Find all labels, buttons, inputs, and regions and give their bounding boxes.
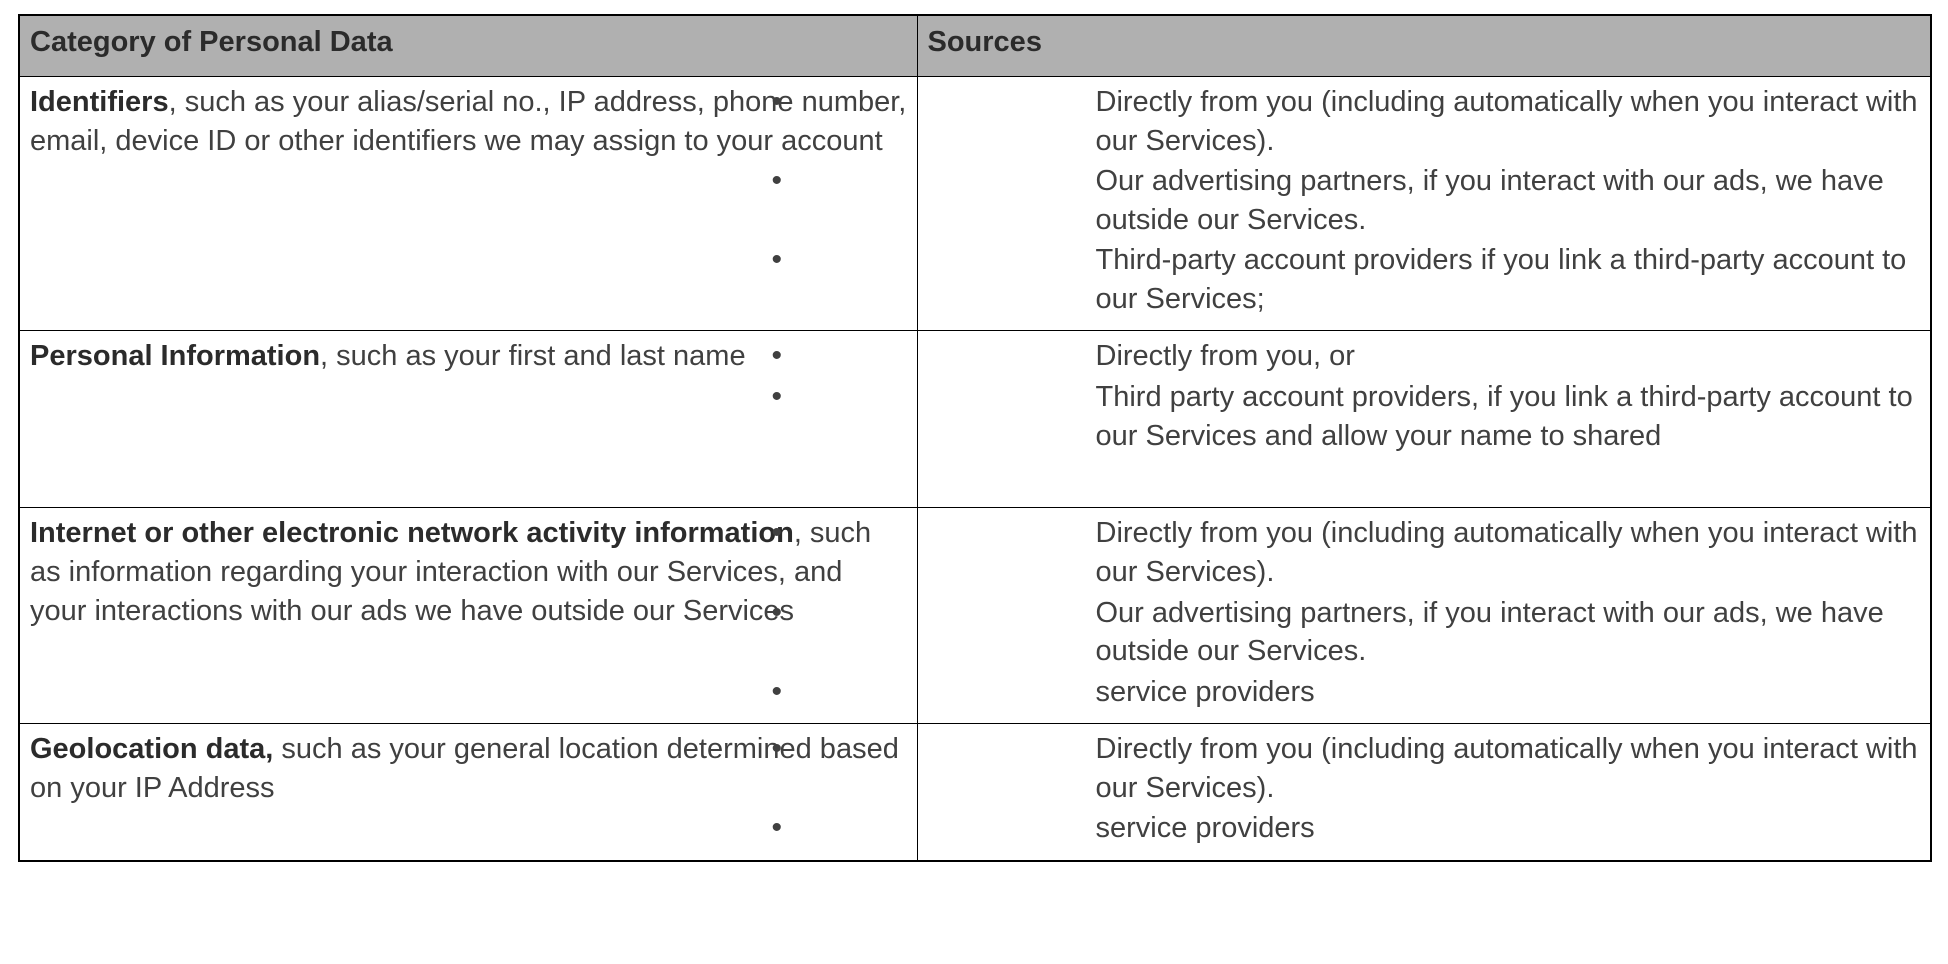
bullet-icon bbox=[988, 166, 1096, 196]
list-item bbox=[928, 673, 1921, 712]
cell-sources-identifiers bbox=[917, 77, 1931, 331]
bullet-icon bbox=[988, 87, 1096, 117]
sources-list bbox=[928, 730, 1921, 848]
list-item-label: Third party account providers, if you link a third-party account to our Services and allow your name to shared bbox=[1095, 380, 1913, 452]
cell-category-internet-activity bbox=[19, 508, 917, 724]
list-item-label: service providers bbox=[1095, 812, 1315, 845]
table-header bbox=[19, 15, 1931, 77]
list-item bbox=[928, 337, 1921, 376]
category-lead: Internet or other electronic network activity information bbox=[30, 517, 794, 550]
cell-sources-personal-information bbox=[917, 331, 1931, 508]
list-item bbox=[928, 594, 1921, 671]
list-item-label: Directly from you, or bbox=[1095, 340, 1355, 373]
list-item bbox=[928, 162, 1921, 239]
personal-data-table bbox=[18, 14, 1932, 862]
table-row bbox=[19, 508, 1931, 724]
list-item bbox=[928, 514, 1921, 591]
category-lead: Geolocation data, bbox=[30, 733, 274, 766]
table-row bbox=[19, 77, 1931, 331]
table-row bbox=[19, 331, 1931, 508]
list-item-label: Directly from you (including automatically when you interact with our Services). bbox=[1095, 517, 1918, 588]
bullet-icon bbox=[988, 245, 1096, 275]
list-item-label: Our advertising partners, if you interact with our ads, we have outside our Services. bbox=[1095, 165, 1884, 236]
category-rest: such as your general location determined based on your IP Address bbox=[30, 733, 899, 804]
category-rest: , such as information regarding your interaction with our Services, and your interactions with our ads we have outside our Services bbox=[30, 517, 872, 627]
cell-sources-geolocation-data bbox=[917, 724, 1931, 862]
bullet-icon bbox=[988, 813, 1096, 843]
category-rest: , such as your first and last name bbox=[320, 340, 746, 373]
column-header-category: Category of Personal Data bbox=[19, 15, 917, 77]
list-item bbox=[928, 730, 1921, 807]
list-item bbox=[928, 809, 1921, 848]
bullet-icon bbox=[988, 341, 1096, 371]
bullet-icon bbox=[988, 382, 1096, 412]
column-header-sources: Sources bbox=[917, 15, 1931, 77]
bullet-icon bbox=[988, 734, 1096, 764]
list-item bbox=[928, 83, 1921, 160]
bullet-icon bbox=[988, 518, 1096, 548]
cell-category-geolocation-data bbox=[19, 724, 917, 862]
table-header-row bbox=[19, 15, 1931, 77]
list-item bbox=[928, 378, 1921, 455]
cell-sources-internet-activity bbox=[917, 508, 1931, 724]
category-lead: Personal Information bbox=[30, 340, 321, 373]
sources-list bbox=[928, 514, 1921, 711]
bullet-icon bbox=[988, 598, 1096, 628]
category-lead: Identifiers bbox=[30, 86, 169, 118]
list-item-label: Directly from you (including automatically when you interact with our Services). bbox=[1095, 86, 1918, 157]
sources-list bbox=[928, 83, 1921, 318]
list-item bbox=[928, 241, 1921, 318]
list-item-label: service providers bbox=[1095, 675, 1315, 708]
cell-category-identifiers bbox=[19, 77, 917, 331]
sources-list bbox=[928, 337, 1921, 455]
list-item-label: Our advertising partners, if you interact with our ads, we have outside our Services. bbox=[1095, 596, 1884, 668]
category-rest: , such as your alias/serial no., IP address, phone number, email, device ID or other identifiers we may assign to your account bbox=[30, 86, 907, 157]
table-body bbox=[19, 77, 1931, 862]
bullet-icon bbox=[988, 677, 1096, 707]
list-item-label: Directly from you (including automatically when you interact with our Services). bbox=[1095, 733, 1918, 804]
list-item-label: Third-party account providers if you link a third-party account to our Services; bbox=[1095, 244, 1907, 315]
table-row bbox=[19, 724, 1931, 862]
cell-category-personal-information bbox=[19, 331, 917, 508]
